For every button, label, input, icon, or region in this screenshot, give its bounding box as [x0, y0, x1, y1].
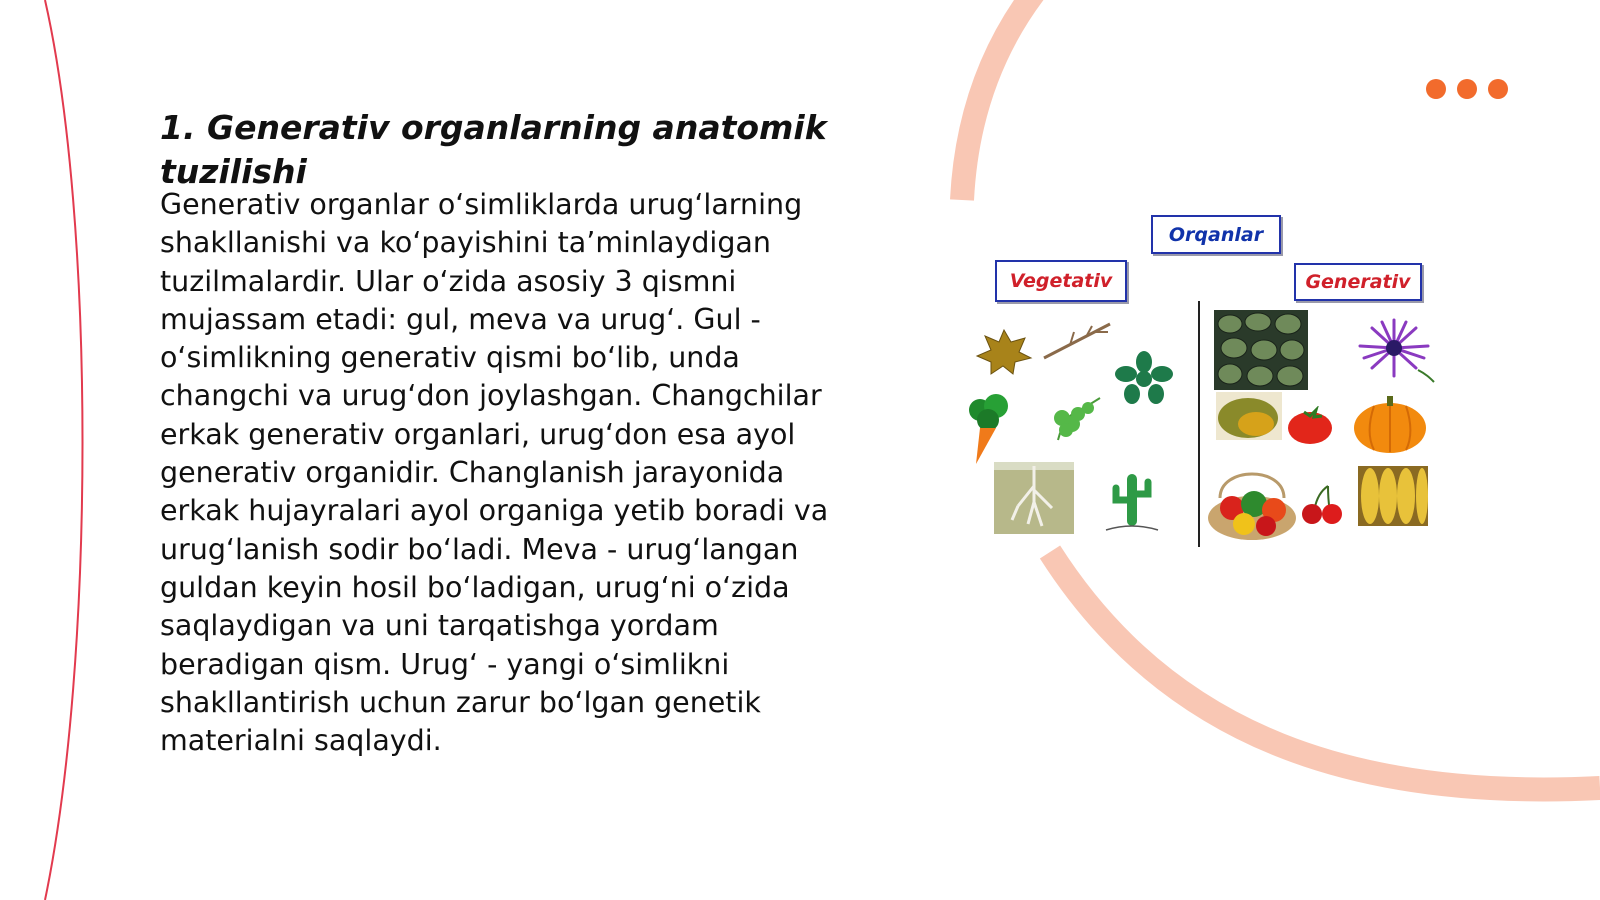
- arc-top-segment: [962, 0, 1036, 200]
- left-edge-curve: [45, 0, 83, 900]
- tomato-icon: [1286, 406, 1334, 446]
- diagram-generative-box: Generativ: [1294, 263, 1422, 301]
- slide-title: 1. Generativ organlarning anatomik tuzilishi: [160, 108, 827, 191]
- arc-bottom-segment: [1050, 552, 1600, 789]
- dot-icon: [1457, 79, 1477, 99]
- carrot-icon: [966, 392, 1012, 466]
- seeds-icon: [1214, 310, 1308, 390]
- diagram-divider: [1198, 301, 1200, 547]
- twig-icon: [1040, 318, 1116, 362]
- dot-icon: [1488, 79, 1508, 99]
- cherry-icon: [1298, 484, 1346, 526]
- grape-leaf-icon: [1048, 394, 1104, 442]
- root-icon: [994, 462, 1074, 534]
- fruit-icon: [1216, 392, 1282, 440]
- organs-diagram: [960, 214, 1440, 554]
- diagram-vegetative-box: Vegetativ: [995, 260, 1127, 302]
- corn-icon: [1358, 466, 1428, 526]
- diagram-root-box: Orqanlar: [1151, 215, 1281, 254]
- slide-body-text: Generativ organlar o‘simliklarda urug‘larning shakllanishi va ko‘payishini ta’minlaydigan tuzilmalardir. Ular o‘zida asosiy 3 qismni mujassam etadi: gul, meva va urug‘. Gul - o‘simlikning generativ qismi bo‘lib, unda changchi va urug‘don joylashgan. Changchilar erkak generativ organlari, urug‘don esa ayol generativ organidir. Changlanish jarayonida erkak hujayralari ayol organiga yetib boradi va urug‘lanish sodir bo‘ladi. Meva - urug‘langan guldan keyin hosil bo‘ladigan, urug‘ni o‘zida saqlaydigan va uni tarqatishga yordam beradigan qism. Urug‘ - yangi o‘simlikni shakllantirish uchun zarur bo‘lgan genetik materialni saqlaydi.: [160, 188, 829, 758]
- leaf-icon: [975, 326, 1033, 376]
- fruit-basket-icon: [1206, 458, 1298, 542]
- clover-leaf-icon: [1113, 350, 1175, 406]
- pumpkin-icon: [1352, 394, 1428, 454]
- dot-icon: [1426, 79, 1446, 99]
- flower-icon: [1352, 314, 1436, 384]
- cactus-icon: [1100, 470, 1164, 536]
- slide-dots-menu: [1426, 79, 1508, 99]
